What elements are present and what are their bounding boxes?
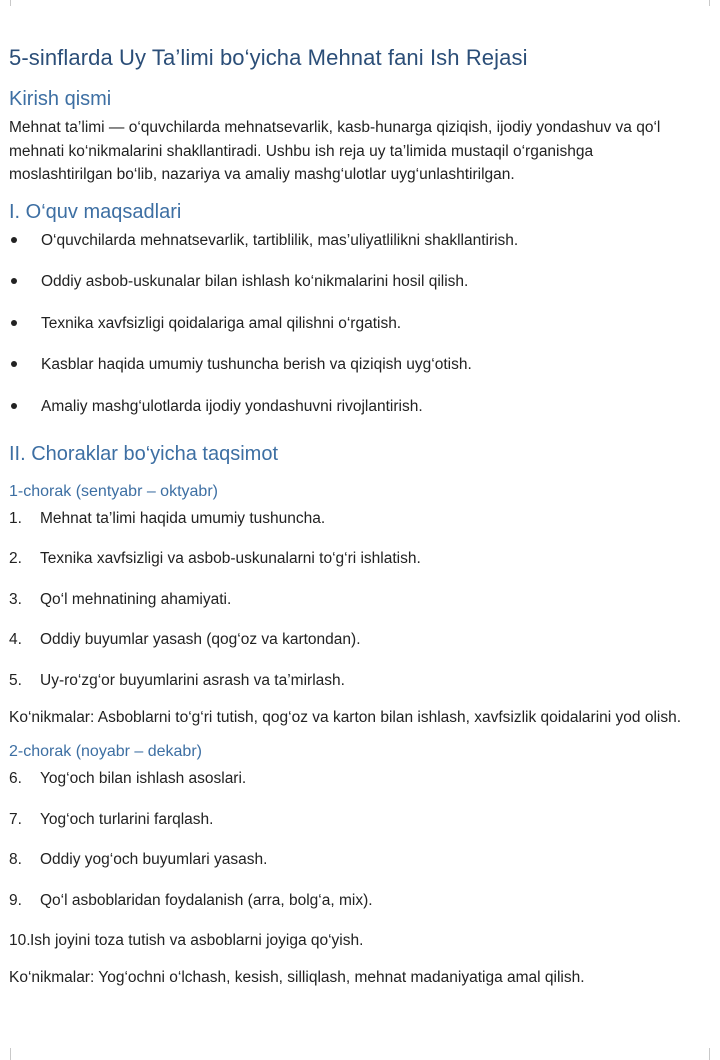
list-item <box>9 889 699 930</box>
intro-heading: Kirish qismi <box>9 88 112 110</box>
list-item-text: Oddiy buyumlar yasash (qog‘oz va kartondan). <box>40 631 361 648</box>
item-number: 6. <box>9 770 22 787</box>
item-number: 2. <box>9 550 22 567</box>
quarter2-topics <box>9 767 699 962</box>
list-item <box>9 929 699 962</box>
list-item <box>9 808 699 849</box>
item-number: 5. <box>9 671 22 689</box>
list-item <box>9 353 699 395</box>
item-number: 3. <box>9 590 22 608</box>
quarter1-skills: Ko‘nikmalar: Asboblarni to‘g‘ri tutish, qog‘oz va karton bilan ishlash, xavfsizlik qoidalarini yod olish. <box>9 708 682 726</box>
item-number: 7. <box>9 810 22 828</box>
list-item-text: Qo‘l mehnatining ahamiyati. <box>40 590 232 608</box>
list-item <box>9 312 699 354</box>
page-corner-mark <box>0 1048 11 1060</box>
list-item-text: Texnika xavfsizligi va asbob-uskunalarni to‘g‘ri ishlatish. <box>40 550 421 567</box>
document-page <box>9 44 699 1010</box>
list-item-text: Yog‘och bilan ishlash asoslari. <box>40 770 247 787</box>
item-number: 4. <box>9 631 22 648</box>
item-number: 1. <box>9 509 22 527</box>
document-title: 5-sinflarda Uy Ta’limi bo‘yicha Mehnat fani Ish Rejasi <box>9 45 528 70</box>
bullet-icon <box>11 361 17 367</box>
list-item-text: Ish joyini toza tutish va asboblarni joyiga qo‘yish. <box>30 932 364 949</box>
item-number: 8. <box>9 851 22 868</box>
page-corner-mark <box>709 1048 720 1060</box>
list-item <box>9 507 699 548</box>
list-item <box>9 229 699 271</box>
list-item-text: Yog‘och turlarini farqlash. <box>40 810 214 828</box>
list-item <box>9 395 699 431</box>
list-item-text: Texnika xavfsizligi qoidalariga amal qilishni o‘rgatish. <box>41 314 402 332</box>
list-item <box>9 547 699 588</box>
quarter1-topics <box>9 507 699 702</box>
list-item <box>9 767 699 808</box>
bullet-icon <box>11 237 17 243</box>
list-item-text: Oddiy yog‘och buyumlari yasash. <box>40 851 268 868</box>
quarter1-heading: 1-chorak (sentyabr – oktyabr) <box>9 482 218 500</box>
page-corner-mark <box>709 0 720 6</box>
list-item <box>9 848 699 889</box>
intro-paragraph: Mehnat ta’limi — o‘quvchilarda mehnatsevarlik, kasb-hunarga qiziqish, ijodiy yondashuv va qo‘l mehnati ko‘nikmalarini shakllantiradi. Ushbu ish reja uy ta’limida mustaqil o‘rganishga moslashtirilgan bo‘lib, nazariya va amaliy mashg‘ulotlar uyg‘unlashtirilgan. <box>9 119 661 183</box>
item-number: 10. <box>9 932 31 949</box>
list-item-text: Amaliy mashg‘ulotlarda ijodiy yondashuvni rivojlantirish. <box>41 397 423 415</box>
section1-heading: I. O‘quv maqsadlari <box>9 200 182 223</box>
list-item <box>9 588 699 629</box>
list-item-text: Oddiy asbob-uskunalar bilan ishlash ko‘nikmalarini hosil qilish. <box>41 273 469 290</box>
bullet-icon <box>11 320 17 326</box>
list-item-text: Uy-ro‘zg‘or buyumlarini asrash va ta’mirlash. <box>40 671 345 689</box>
page-corner-mark <box>0 0 11 6</box>
bullet-icon <box>11 278 17 284</box>
section2-heading: II. Choraklar bo‘yicha taqsimot <box>9 442 279 465</box>
goals-list <box>9 229 699 431</box>
list-item <box>9 270 699 312</box>
list-item-text: Qo‘l asboblaridan foydalanish (arra, bolg‘a, mix). <box>40 891 373 909</box>
list-item <box>9 669 699 702</box>
list-item-text: Kasblar haqida umumiy tushuncha berish va qiziqish uyg‘otish. <box>41 356 472 373</box>
quarter2-heading: 2-chorak (noyabr – dekabr) <box>9 743 202 760</box>
quarter2-skills: Ko‘nikmalar: Yog‘ochni o‘lchash, kesish, silliqlash, mehnat madaniyatiga amal qilish. <box>9 969 585 986</box>
bullet-icon <box>11 403 17 409</box>
list-item-text: Mehnat ta’limi haqida umumiy tushuncha. <box>40 509 326 527</box>
list-item-text: O‘quvchilarda mehnatsevarlik, tartiblilik, mas’uliyatlilikni shakllantirish. <box>41 231 519 249</box>
item-number: 9. <box>9 891 22 909</box>
list-item <box>9 628 699 669</box>
